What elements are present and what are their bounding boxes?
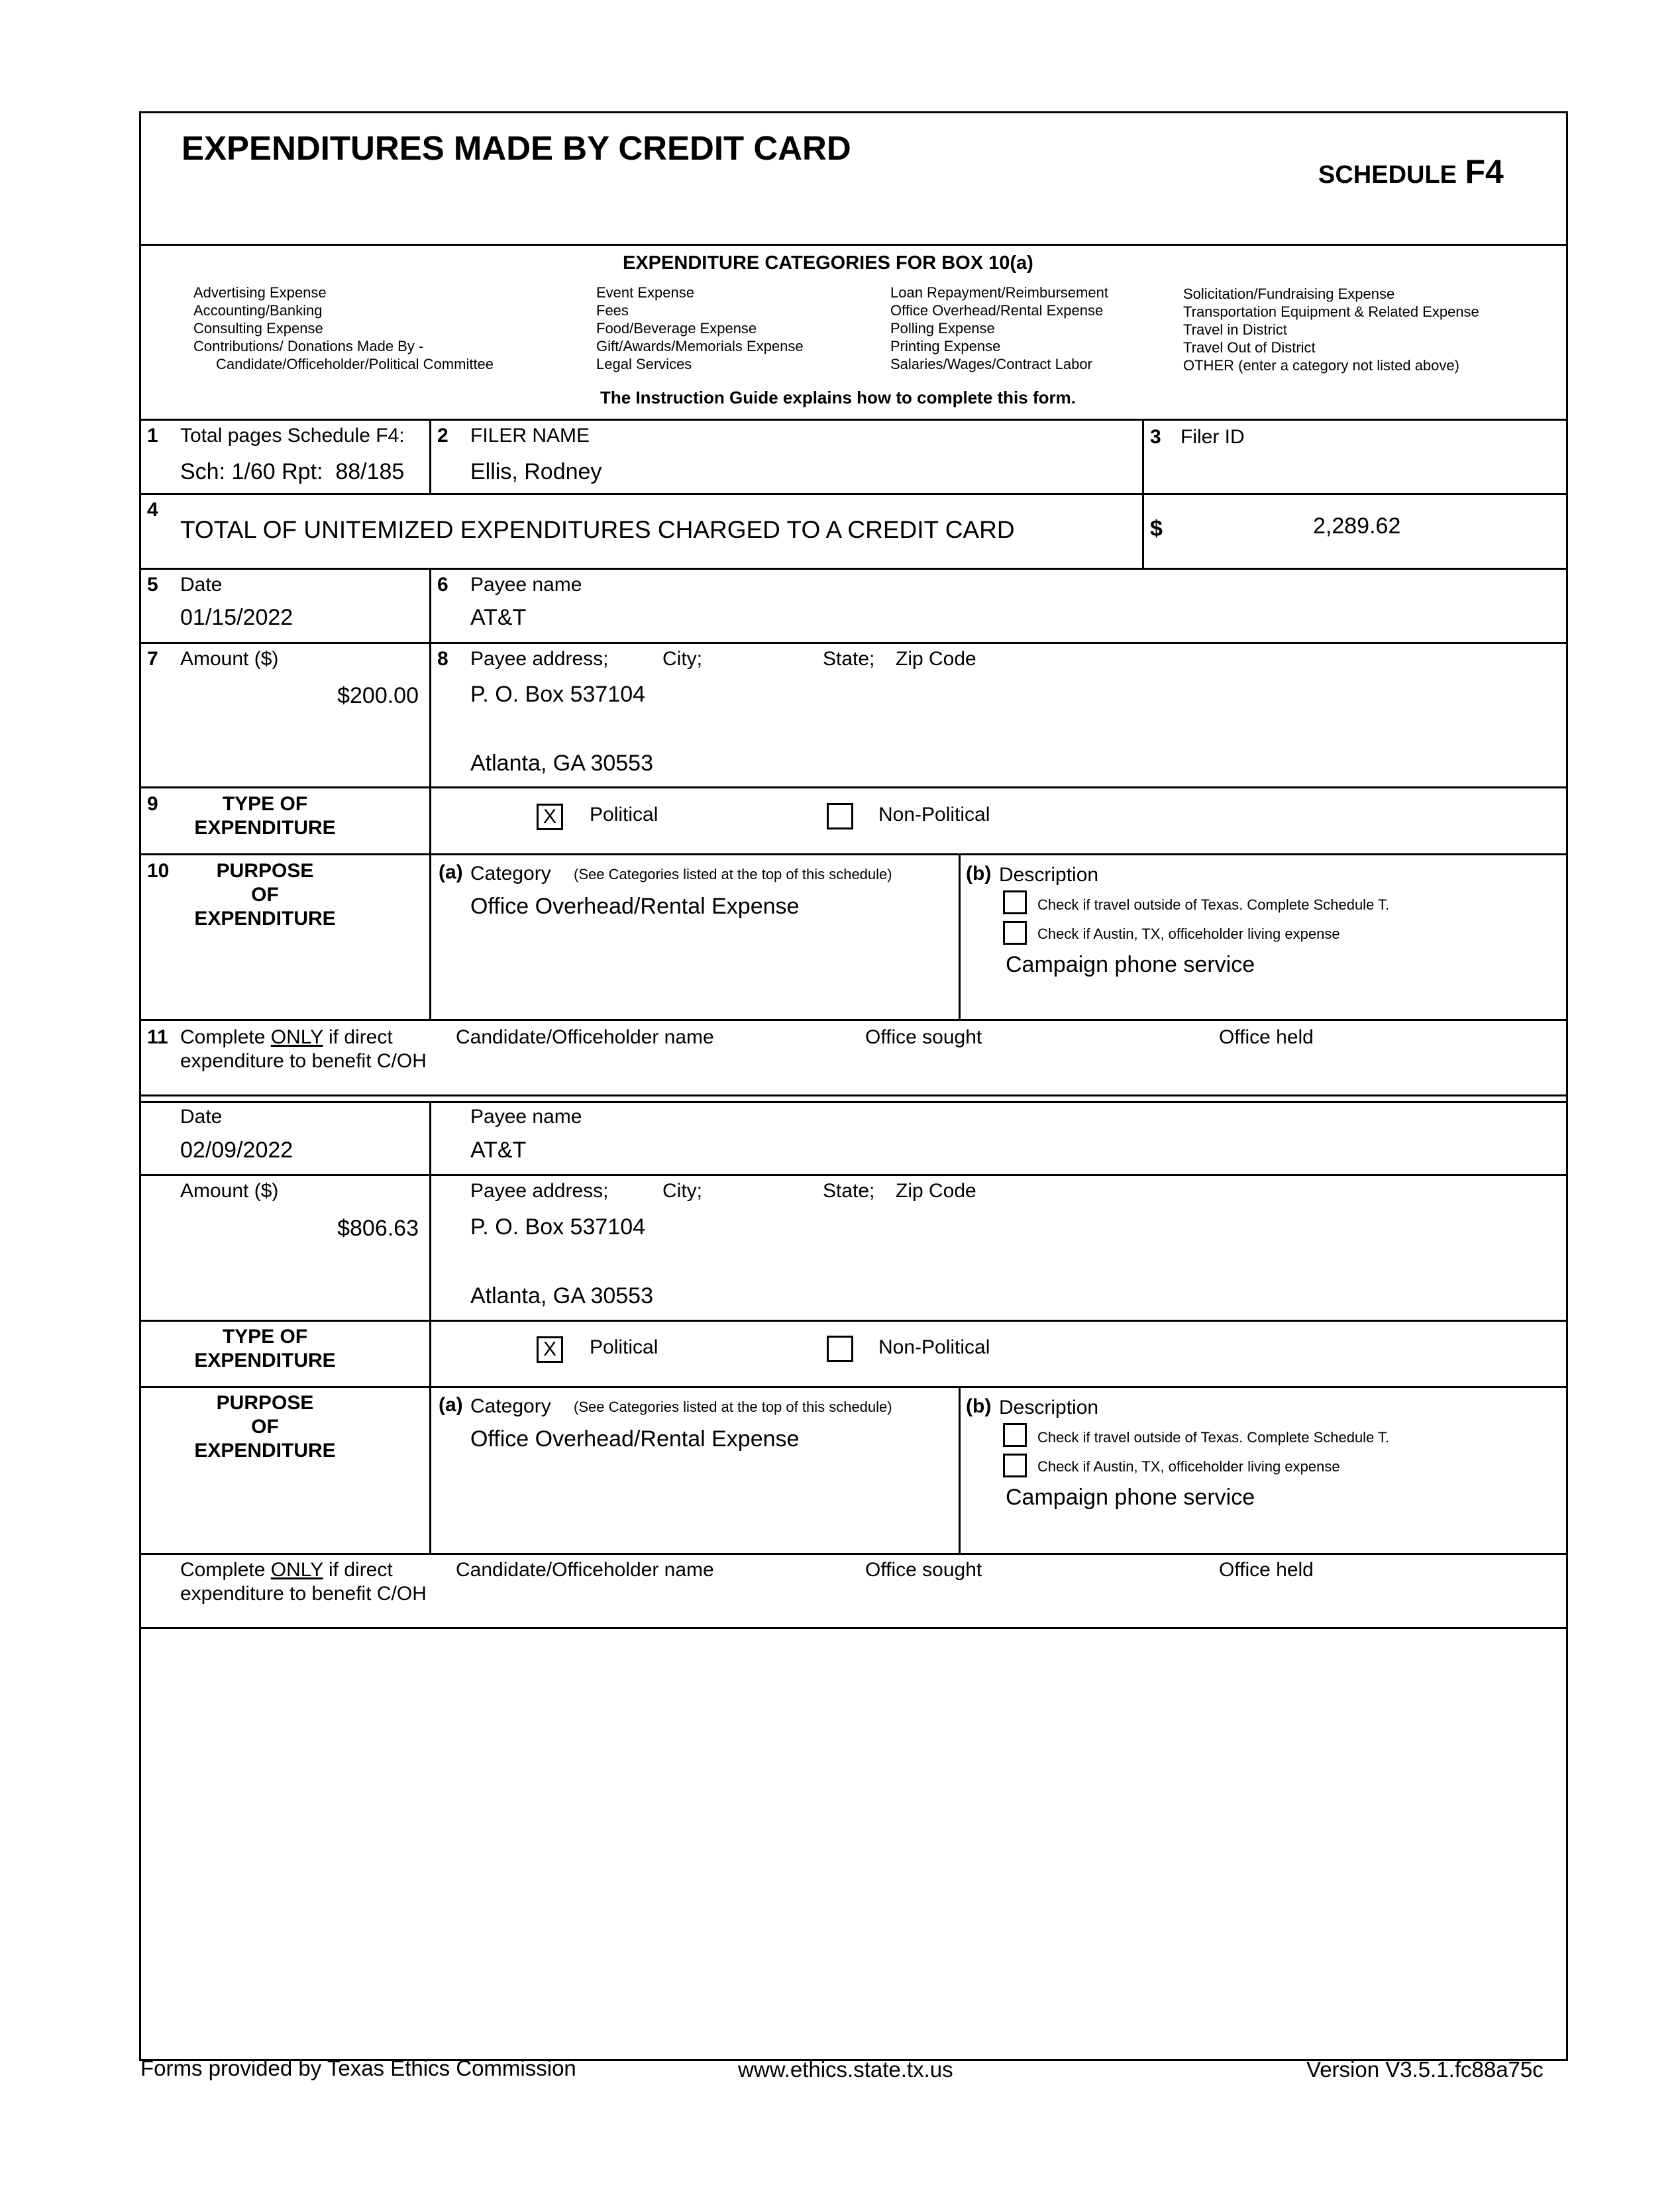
categories-heading: EXPENDITURE CATEGORIES FOR BOX 10(a) (623, 252, 1033, 274)
austin-check-label: Check if Austin, TX, officeholder living expense (1037, 926, 1340, 942)
box2-label: FILER NAME (470, 425, 590, 447)
box3-label: Filer ID (1181, 426, 1245, 448)
category-item: Travel in District (1183, 321, 1287, 338)
non-political-label: Non-Political (878, 1336, 990, 1358)
payee-name-value: AT&T (470, 605, 527, 630)
austin-checkbox[interactable] (1003, 921, 1027, 945)
zip-label: Zip Code (896, 1180, 976, 1202)
address-line2: Atlanta, GA 30553 (470, 1283, 653, 1308)
category-item: OTHER (enter a category not listed above) (1183, 357, 1459, 374)
schedule-label: SCHEDULE F4 (1318, 153, 1504, 190)
coh-label: Complete ONLY if direct expenditure to benefit C/OH (180, 1559, 427, 1605)
non-political-checkbox[interactable] (827, 803, 853, 829)
category-note: (See Categories listed at the top of this schedule) (574, 1399, 892, 1415)
category-item: Food/Beverage Expense (596, 320, 757, 337)
political-label: Political (590, 804, 658, 826)
categories-col2 (596, 284, 804, 373)
address-line1: P. O. Box 537104 (470, 1214, 646, 1240)
address-line1: P. O. Box 537104 (470, 682, 646, 707)
payee-address-label: Payee address; (470, 1180, 609, 1202)
description-label: Description (999, 864, 1099, 886)
amount-value: $806.63 (337, 1216, 419, 1241)
categories-col4 (1183, 285, 1479, 374)
office-held-label: Office held (1219, 1559, 1314, 1581)
box4-number: 4 (147, 499, 158, 521)
address-line2: Atlanta, GA 30553 (470, 751, 653, 776)
description-value: Campaign phone service (1006, 1485, 1255, 1510)
category-item: Office Overhead/Rental Expense (890, 302, 1104, 319)
category-item: Salaries/Wages/Contract Labor (890, 356, 1092, 372)
box2-number: 2 (437, 425, 448, 447)
state-label: State; (823, 648, 875, 670)
date-value: 02/09/2022 (180, 1138, 293, 1163)
type-label: TYPE OF EXPENDITURE (194, 1326, 336, 1371)
amount-value: $200.00 (337, 683, 419, 708)
categories-divider (139, 419, 1568, 421)
category-item: Contributions/ Donations Made By - (193, 338, 424, 354)
category-item: Travel Out of District (1183, 339, 1316, 356)
type-label: TYPE OF EXPENDITURE (194, 793, 336, 839)
category-item: Fees (596, 302, 629, 319)
political-label: Political (590, 1336, 658, 1358)
filer-name-value: Ellis, Rodney (470, 459, 602, 484)
zip-label: Zip Code (896, 648, 976, 670)
total-pages-value: Sch: 1/60 Rpt: 88/185 (180, 459, 405, 484)
date-label: Date (180, 1106, 223, 1128)
category-item: Printing Expense (890, 338, 1001, 354)
category-item: Legal Services (596, 356, 692, 372)
form-title: EXPENDITURES MADE BY CREDIT CARD (182, 129, 851, 167)
payee-address-label: Payee address; (470, 648, 609, 670)
payee-name-label: Payee name (470, 1106, 582, 1128)
purpose-label: PURPOSE OF EXPENDITURE (194, 1392, 336, 1462)
category-item: Gift/Awards/Memorials Expense (596, 338, 804, 354)
categories-col3 (890, 284, 1108, 373)
payee-name-value: AT&T (470, 1138, 527, 1163)
office-held-label: Office held (1219, 1026, 1314, 1048)
category-value: Office Overhead/Rental Expense (470, 894, 800, 919)
austin-check-label: Check if Austin, TX, officeholder living expense (1037, 1458, 1340, 1475)
category-item: Advertising Expense (193, 284, 327, 301)
city-label: City; (662, 1180, 702, 1202)
candidate-name-label: Candidate/Officeholder name (456, 1026, 714, 1048)
office-sought-label: Office sought (865, 1559, 982, 1581)
travel-checkbox[interactable] (1003, 890, 1027, 914)
travel-check-label: Check if travel outside of Texas. Complete Schedule T. (1037, 1429, 1390, 1446)
category-value: Office Overhead/Rental Expense (470, 1426, 800, 1452)
amount-label: Amount ($) (180, 1180, 279, 1202)
footer-website: www.ethics.state.tx.us (738, 2057, 953, 2082)
category-item: Transportation Equipment & Related Expense (1183, 303, 1479, 320)
box4-total-value: 2,289.62 (1313, 513, 1401, 539)
state-label: State; (823, 1180, 875, 1202)
travel-check-label: Check if travel outside of Texas. Complete Schedule T. (1037, 896, 1390, 913)
date-value: 01/15/2022 (180, 605, 293, 630)
category-item: Loan Repayment/Reimbursement (890, 284, 1108, 301)
non-political-label: Non-Political (878, 804, 990, 826)
category-item: Event Expense (596, 284, 694, 301)
category-note: (See Categories listed at the top of this schedule) (574, 866, 892, 882)
category-item: Candidate/Officeholder/Political Committee (216, 356, 494, 372)
description-label: Description (999, 1397, 1099, 1418)
travel-checkbox[interactable] (1003, 1423, 1027, 1447)
box4-currency: $ (1150, 516, 1163, 541)
payee-name-label: Payee name (470, 574, 582, 596)
footer-version: Version V3.5.1.fc88a75c (1306, 2057, 1544, 2082)
footer-left: Forms provided by Texas Ethics Commission (140, 2056, 576, 2080)
category-label: Category (470, 1395, 551, 1417)
amount-label: Amount ($) (180, 648, 279, 670)
box1-label: Total pages Schedule F4: (180, 425, 405, 447)
box1-number: 1 (147, 425, 158, 447)
category-item: Polling Expense (890, 320, 995, 337)
category-item: Consulting Expense (193, 320, 323, 337)
category-item: Solicitation/Fundraising Expense (1183, 286, 1395, 302)
office-sought-label: Office sought (865, 1026, 982, 1048)
coh-label: Complete ONLY if direct expenditure to benefit C/OH (180, 1026, 427, 1072)
header-divider (139, 244, 1568, 246)
description-value: Campaign phone service (1006, 952, 1255, 977)
categories-col1 (193, 284, 494, 373)
purpose-label: PURPOSE OF EXPENDITURE (194, 860, 336, 930)
guide-note: The Instruction Guide explains how to complete this form. (600, 388, 1076, 407)
political-checkbox[interactable]: X (537, 804, 563, 830)
political-checkbox[interactable]: X (537, 1336, 563, 1363)
austin-checkbox[interactable] (1003, 1454, 1027, 1477)
city-label: City; (662, 648, 702, 670)
box3-number: 3 (1150, 426, 1161, 448)
date-label: Date (180, 574, 223, 596)
box4-label: TOTAL OF UNITEMIZED EXPENDITURES CHARGED TO A CREDIT CARD (180, 516, 1015, 543)
category-label: Category (470, 863, 551, 884)
non-political-checkbox[interactable] (827, 1336, 853, 1362)
category-item: Accounting/Banking (193, 302, 323, 319)
candidate-name-label: Candidate/Officeholder name (456, 1559, 714, 1581)
